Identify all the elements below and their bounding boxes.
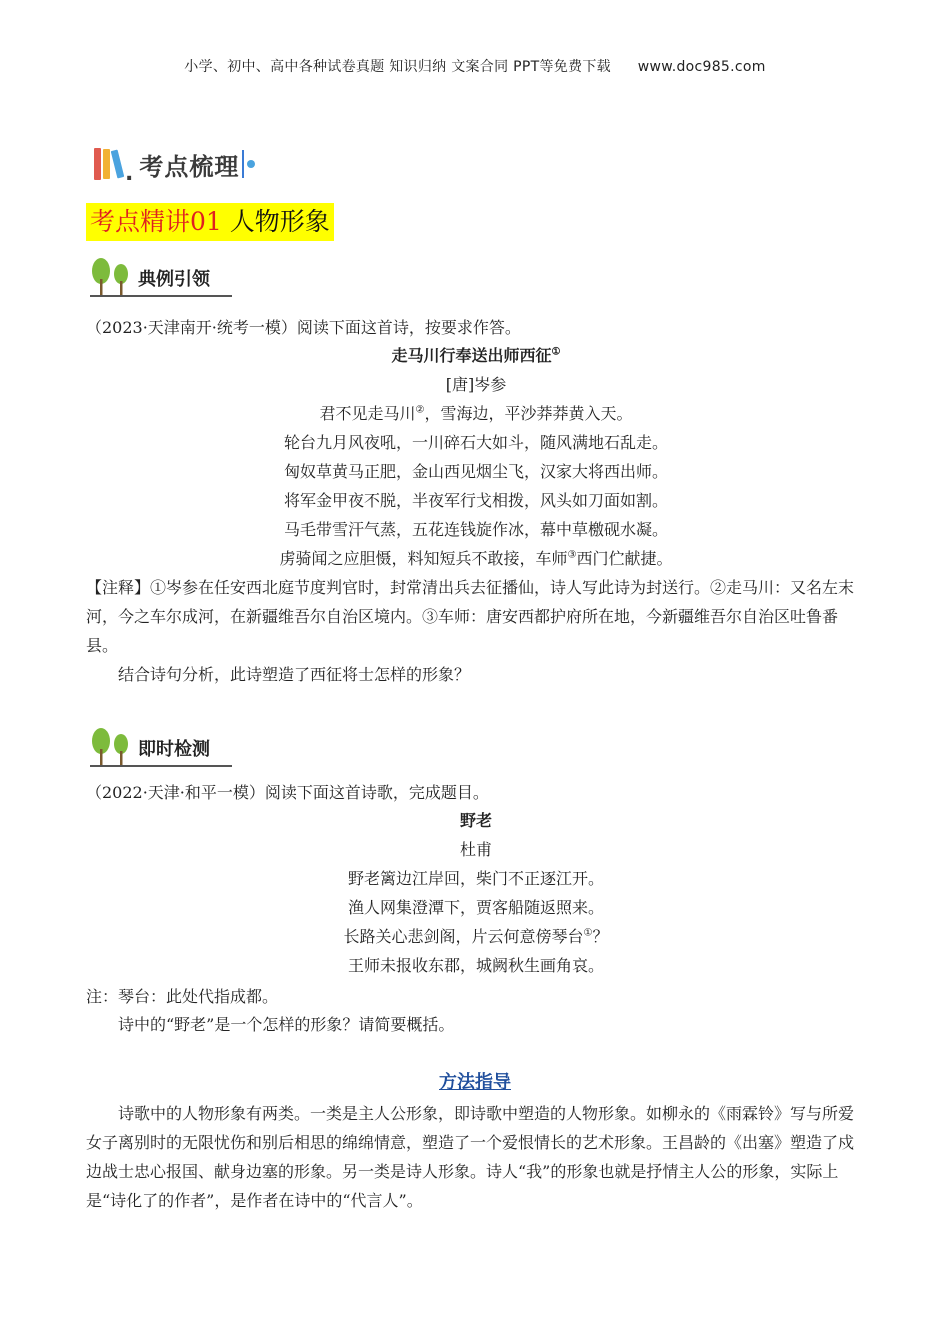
check-subheading <box>88 723 210 767</box>
tree-icon <box>88 257 134 297</box>
section-title: 考点梳理 <box>139 152 240 181</box>
method-body: 诗歌中的人物形象有两类。一类是主人公形象，即诗歌中塑造的人物形象。如柳永的《雨霖铃》写与所爱女子离别时的无限忧伤和别后相思的绵绵情意，塑造了一个爱恨情长的艺术形象。王昌龄的《出塞》塑造了戍边战士忠心报国、献身边塞的形象。另一类是诗人形象。诗人“我”的形象也就是抒情主人公的形象，实际上是“诗化了的作者”，是作者在诗中的“代言人”。 <box>86 1104 855 1210</box>
check-poem <box>86 806 866 980</box>
check-question: 诗中的“野老”是一个怎样的形象？请简要概括。 <box>118 1015 455 1034</box>
poem-line: 王师未报收东郡，城阙秋生画角哀。 <box>347 956 604 975</box>
topic-heading <box>86 203 334 241</box>
book-icon <box>94 148 101 180</box>
tree-icon <box>88 727 134 767</box>
poem-author: [唐]岑参 <box>445 375 507 394</box>
example-poem <box>86 341 866 573</box>
check-source: （2022·天津·和平一模）阅读下面这首诗歌，完成题目。 <box>86 783 489 802</box>
topic-prefix: 考点精讲01 <box>90 207 222 236</box>
poem-line: 虏骑闻之应胆慑，料知短兵不敢接，车师③西门伫献捷。 <box>279 549 673 568</box>
poem-title: 野老 <box>459 811 492 830</box>
poem-author: 杜甫 <box>459 840 492 859</box>
book-icon <box>111 150 125 179</box>
example-notes: 【注释】①岑参在任安西北庭节度判官时，封常清出兵去征播仙，诗人写此诗为封送行。②走马川：又名左末河，今之车尔成河，在新疆维吾尔自治区境内。③车师：唐安西都护府所在地，今新疆维吾尔自治区吐鲁番县。 <box>86 578 855 655</box>
poem-line: 轮台九月风夜吼，一川碎石大如斗，随风满地石乱走。 <box>283 433 668 452</box>
example-source: （2023·天津南开·统考一模）阅读下面这首诗，按要求作答。 <box>86 318 521 337</box>
poem-line: 长路关心悲剑阁，片云何意傍琴台①？ <box>343 927 609 946</box>
dot-icon <box>247 160 255 168</box>
divider <box>90 765 232 767</box>
topic-name: 人物形象 <box>229 207 330 236</box>
poem-title: 走马川行奉送出师西征① <box>391 346 561 365</box>
method-title: 方法指导 <box>439 1072 511 1093</box>
example-question: 结合诗句分析，此诗塑造了西征将士怎样的形象？ <box>118 665 471 684</box>
poem-line: 马毛带雪汗气蒸，五花连钱旋作冰，幕中草檄砚水凝。 <box>283 520 668 539</box>
poem-line: 匈奴草黄马正肥，金山西见烟尘飞，汉家大将西出师。 <box>283 462 668 481</box>
header-text: 小学、初中、高中各种试卷真题 知识归纳 文案合同 PPT等免费下载 <box>184 59 611 75</box>
poem-line: 渔人网集澄潭下，贾客船随返照来。 <box>347 898 604 917</box>
poem-line: 野老篱边江岸回，柴门不正逐江开。 <box>347 869 604 888</box>
divider <box>90 295 232 297</box>
book-icon <box>103 149 110 179</box>
header-site-link[interactable]: www.doc985.com <box>637 59 766 75</box>
section-banner: . 考点梳理 <box>94 142 255 186</box>
poem-line: 将军金甲夜不脱，半夜军行戈相拨，风头如刀面如割。 <box>283 491 668 510</box>
page-header <box>0 56 950 76</box>
check-note: 注：琴台：此处代指成都。 <box>86 987 279 1006</box>
cursor-bar <box>242 150 244 178</box>
example-label: 典例引领 <box>138 269 210 290</box>
example-subheading <box>88 253 210 297</box>
check-label: 即时检测 <box>138 739 210 760</box>
poem-line: 君不见走马川②，雪海边，平沙莽莽黄入天。 <box>319 404 633 423</box>
